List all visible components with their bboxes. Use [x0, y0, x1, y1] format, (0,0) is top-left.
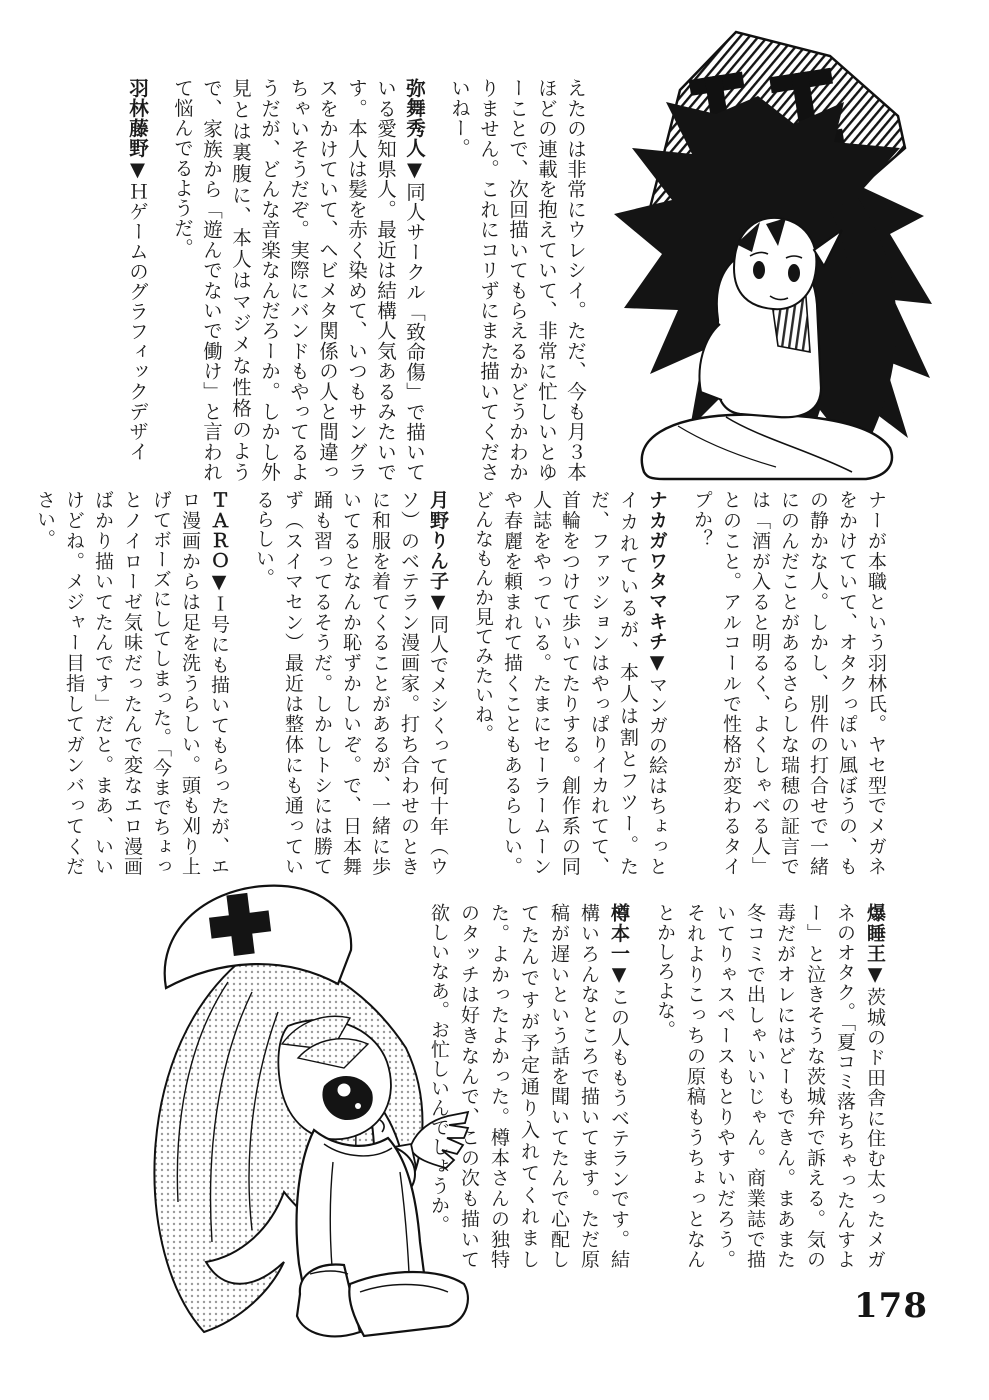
- paragraph: [687, 490, 890, 876]
- paragraph-body: えたのは非常にウレシイ。ただ、今も月３本ほどの連載を抱えていて、非常に忙しいとゆーことで、次回描いてもらえるかどうかわかりません。これにコリずにまた描いてくださいねー。: [448, 78, 587, 482]
- bottom-text-block: [428, 903, 890, 1270]
- author-name: 樽本一▼: [608, 903, 630, 987]
- author-name: 羽林藤野▼: [126, 78, 149, 182]
- paragraph: [249, 490, 452, 876]
- paragraph-body: ナーが本職という羽林氏。ヤセ型でメガネをかけていて、オタクっぽい風ぼうの、もの静かな人。しかし、別件の打合せで一緒にのんだことがあるさらしな瑞穂の証言では「酒が入ると明るく、よくしゃべる人」とのこと。アルコールで性格が変わるタイプか？: [691, 490, 887, 876]
- paragraph-body: マンガの絵はちょっとイカれているが、本人は割とフツー。ただ、ファッションはやっぱりイカれてて、首輪をつけて歩いてたりする。創作系の同人誌をやっている。たまにセーラームーンや春麗を頼まれて描くこともあるらしい。どんなもんか見てみたいね。: [472, 490, 668, 877]
- paragraph: [445, 78, 590, 482]
- author-name: 弥舞秀人▼: [403, 78, 426, 182]
- middle-text-block: [34, 490, 890, 877]
- left-eye: [753, 261, 765, 279]
- paragraph: [30, 490, 233, 876]
- paragraph: [424, 903, 634, 1269]
- paragraph: [468, 490, 671, 876]
- author-name: ナカガワタマキチ▼: [646, 490, 668, 675]
- paragraph-body: Ｉ号にも描いてもらったが、エロ漫画からは足を洗うらしい。頭も刈り上げてボーズにしてしまった。「今までちょっとノイローゼ気味だったんで変なエロ漫画ばかり描いてたんです」だと。まあ、いいけどね。メジャー目指してガンバってください。: [34, 490, 230, 877]
- page-number: 178: [854, 1286, 928, 1326]
- mouth: [380, 1120, 384, 1132]
- paragraph-body: 茨城のド田舎に住む太ったメガネのオタク。「夏コミ落ちちゃったんすよー」と泣きそうな茨城弁で訴える。気の毒だがオレにはどーもできん。まあまた冬コミで出しゃいいじゃん。商業誌で描いてりゃスペースもとりやすいだろう。それよりこっちの原稿もうちょっとなんとかしろよな。: [654, 903, 886, 1270]
- author-name: ＴＡＲＯ▼: [208, 490, 230, 594]
- author-name: 爆睡王▼: [864, 903, 886, 987]
- paragraph-body: Ｈゲームのグラフィックデザイ: [126, 181, 149, 462]
- paragraph-body: 同人サークル「致命傷」で描いている愛知県人。最近は結構人気あるみたいです。本人は髪を赤く染めて、いつもサングラスをかけていて、ヘビメタ関係の人と間違っちゃいそうだぞ。実際にバンドもやってるようだが、どんな音楽なんだろーか。しかし外見とは裏腹に、本人はマジメな性格のようで、家族から「遊んでないで働け」と言われて悩んでるようだ。: [171, 78, 426, 483]
- top-text-block: [116, 78, 590, 482]
- paragraph: [168, 78, 429, 482]
- kneeling-legs: [297, 1265, 468, 1337]
- paragraph: [650, 903, 890, 1269]
- right-eye: [788, 264, 800, 282]
- paragraph: [123, 78, 152, 482]
- top-right-illustration: [608, 18, 936, 484]
- paragraph-body: 同人でメシくって何十年（ウソ）のベテラン漫画家。打ち合わせのときに和服を着てくることがあるが、一緒に歩いてるとなんか恥ずかしいぞ。で、日本舞踊も習ってるそうだ。しかしトシには勝てず（スイマセン）最近は整体にも通っているらしい。: [253, 490, 449, 877]
- author-name: 月野りん子▼: [427, 490, 449, 615]
- paragraph-body: この人ももうベテランです。結構いろんなところで描いてます。ただ原稿が遅いという話を聞いてたんで心配してたんですが予定通り入れてくれました。よかったよかった。樽本さんの独特のタッチは好きなんで、この次も描いて欲しいなあ。お忙しいんでしょうか。: [428, 903, 630, 1270]
